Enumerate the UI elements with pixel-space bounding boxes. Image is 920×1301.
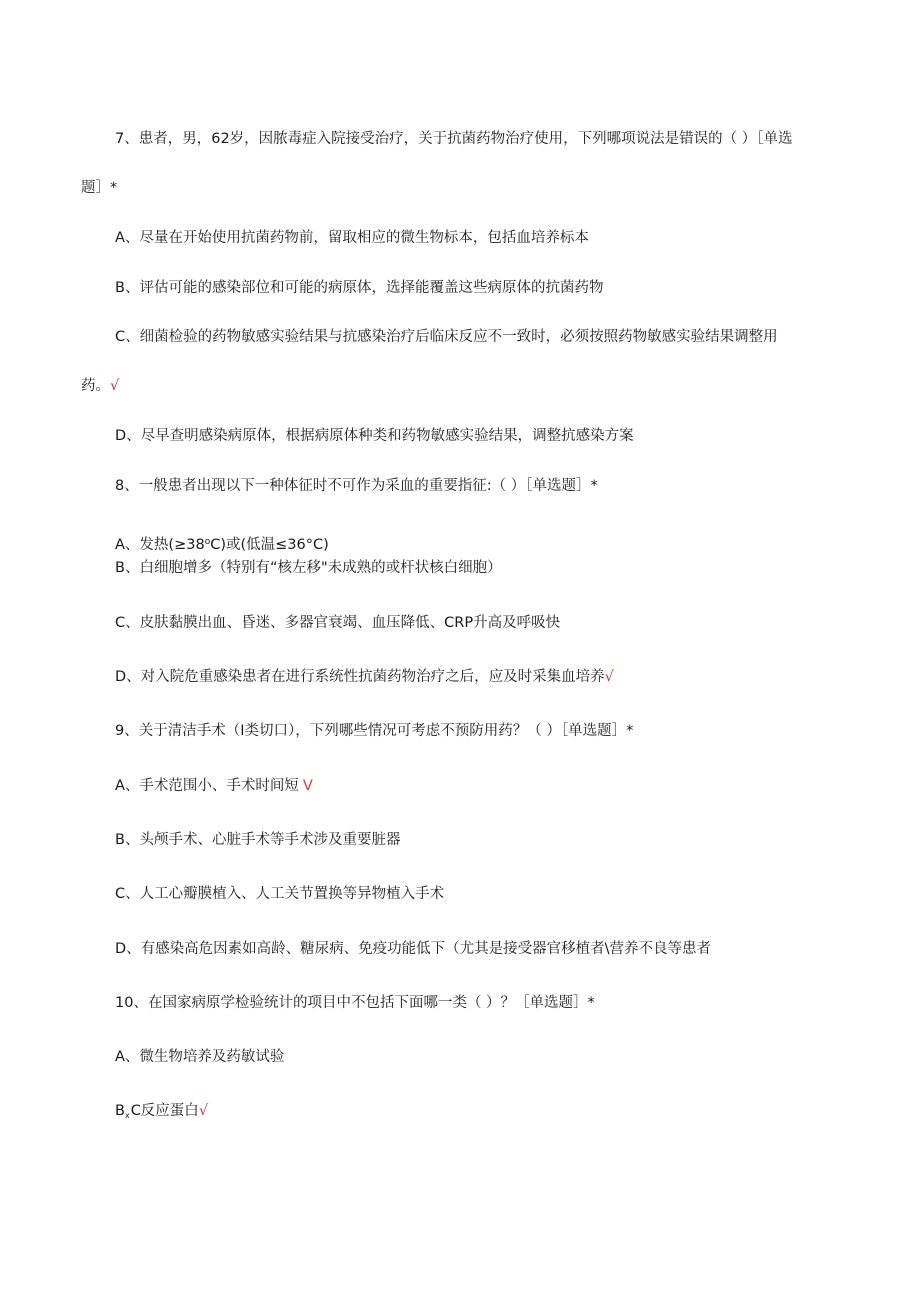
q10-option-b-pre: B (115, 1103, 125, 1119)
q8-option-c: C、皮肤黏膜出血、昏迷、多器官衰竭、血压降低、CRP升高及呼吸快 (115, 615, 561, 631)
q8-option-d-text: D、对入院危重感染患者在进行系统性抗菌药物治疗之后，应及时采集血培养 (115, 669, 605, 685)
q10-stem: 10、在国家病原学检验统计的项目中不包括下面哪一类（ ）？［单选题］* (115, 995, 595, 1011)
answer-check-mark: √ (198, 1103, 209, 1119)
q9-option-c: C、人工心瓣膜植入、人工关节置换等异物植入手术 (115, 886, 445, 902)
q9-option-d: D、有感染高危因素如高龄、糖尿病、免疫功能低下（尤其是接受器官移植者\营养不良等患者 (115, 941, 712, 957)
q7-stem-line1: 7、患者，男，62岁，因脓毒症入院接受治疗，关于抗菌药物治疗使用，下列哪项说法是错误的（ ）［单选 (115, 131, 793, 147)
q7-option-a: A、尽量在开始使用抗菌药物前，留取相应的微生物标本，包括血培养标本 (115, 230, 589, 246)
q8-stem: 8、一般患者出现以下一种体征时不可作为采血的重要指征:（ ）［单选题］* (115, 478, 598, 494)
q9-option-b: B、头颅手术、心脏手术等手术涉及重要脏器 (115, 832, 401, 848)
q8-option-a (115, 532, 329, 555)
q9-stem: 9、关于清洁手术（Ⅰ类切口），下列哪些情况可考虑不预防用药？（ ）［单选题］* (115, 723, 634, 739)
q9-option-a-text: A、手术范围小、手术时间短 (115, 778, 299, 794)
q7-option-b: B、评估可能的感染部位和可能的病原体，选择能覆盖这些病原体的抗菌药物 (115, 280, 604, 296)
q10-option-a: A、微生物培养及药敏试验 (115, 1049, 285, 1065)
q7-option-d: D、尽早查明感染病原体，根据病原体种类和药物敏感实验结果，调整抗感染方案 (115, 428, 634, 444)
q7-option-c-line1: C、细菌检验的药物敏感实验结果与抗感染治疗后临床反应不一致时，必须按照药物敏感实验结果调整用 (115, 329, 778, 345)
q8-option-d (115, 667, 614, 687)
q8-option-a-pre: A、发热(≥38 (115, 537, 205, 553)
answer-check-mark: √ (110, 378, 120, 394)
q10-option-b-post: C反应蛋白 (130, 1103, 199, 1119)
q8-option-a-post: C)或(低温≤36°C) (210, 537, 329, 553)
answer-check-mark: V (302, 778, 313, 794)
q8-option-a-sup: o (204, 537, 211, 547)
q7-option-c-text: 药。 (81, 378, 110, 394)
q7-stem-line2: 题］* (81, 180, 118, 196)
q10-option-b (115, 1101, 208, 1126)
q10-option-b-sub: x (124, 1111, 130, 1120)
q7-option-c-line2 (81, 376, 119, 396)
q8-option-b: B、白细胞增多（特别有“核左移"未成熟的或杆状核白细胞） (115, 560, 502, 576)
answer-check-mark: √ (604, 669, 614, 685)
q9-option-a (115, 776, 313, 796)
